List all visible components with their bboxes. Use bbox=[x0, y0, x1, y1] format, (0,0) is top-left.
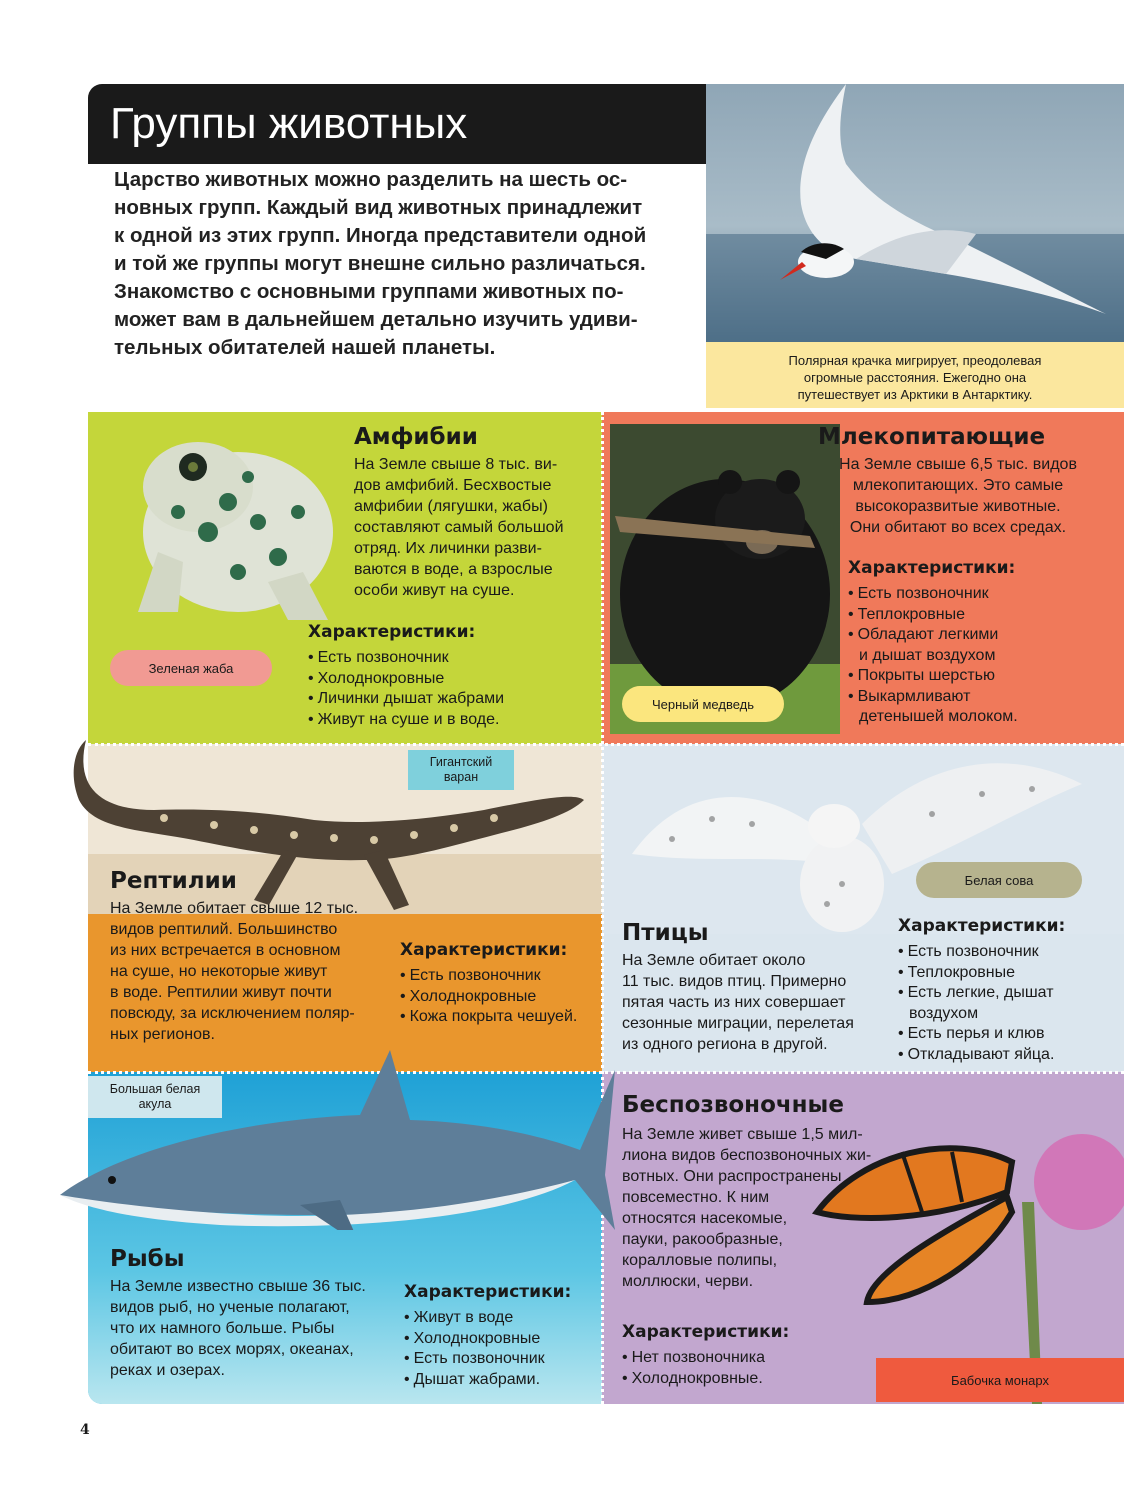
arctic-tern-photo bbox=[706, 84, 1124, 342]
trait-item: • Выкармливают bbox=[848, 687, 1018, 708]
mammals-char-heading: Характеристики: bbox=[848, 558, 1016, 578]
trait-item: • Обладают легкими bbox=[848, 625, 1018, 646]
trait-item: • Есть легкие, дышат bbox=[898, 983, 1054, 1004]
trait-item: и дышат воздухом bbox=[859, 646, 996, 664]
text-line: видов рыб, но ученые полагают, bbox=[110, 1299, 350, 1316]
amphibians-text bbox=[354, 454, 594, 601]
text-line: к одной из этих групп. Иногда представители одной bbox=[114, 224, 647, 247]
monitor-lizard-label bbox=[408, 750, 514, 790]
giant-monitor-lizard bbox=[64, 700, 604, 930]
text-line: На Земле свыше 6,5 тыс. видов bbox=[839, 456, 1077, 473]
text-line: Знакомство с основными группами животных по- bbox=[114, 280, 624, 303]
reptiles-char-heading: Характеристики: bbox=[400, 940, 568, 960]
trait-item: • Теплокровные bbox=[848, 605, 1018, 626]
intro-text bbox=[114, 166, 694, 362]
invertebrates-text bbox=[622, 1124, 922, 1292]
trait-item: • Личинки дышат жабрами bbox=[308, 689, 504, 710]
text-line: в воде. Рептилии живут почти bbox=[110, 984, 332, 1001]
trait-item: • Покрыты шерстью bbox=[848, 666, 1018, 687]
trait-item: • Холоднокровные. bbox=[622, 1369, 765, 1390]
text-line: варан bbox=[443, 770, 479, 784]
amphibians-traits bbox=[308, 648, 504, 730]
trait-item: • Нет позвоночника bbox=[622, 1348, 765, 1369]
trait-item: • Есть позвоночник bbox=[898, 942, 1054, 963]
text-line: Большая белая bbox=[109, 1082, 201, 1096]
text-line: 11 тыс. видов птиц. Примерно bbox=[622, 973, 847, 990]
snowy-owl-label: Белая сова bbox=[916, 862, 1082, 898]
text-line: дов амфибий. Бесхвостые bbox=[354, 477, 552, 494]
page-title: Группы животных bbox=[88, 84, 706, 164]
amphibians-title: Амфибии bbox=[354, 424, 478, 450]
text-line: На Земле известно свыше 36 тыс. bbox=[110, 1278, 366, 1295]
trait-item: • Холоднокровные bbox=[404, 1329, 545, 1350]
invertebrates-traits bbox=[622, 1348, 765, 1389]
fish-title: Рыбы bbox=[110, 1246, 185, 1272]
text-line: вотных. Они распространены bbox=[622, 1168, 842, 1185]
text-line: отряд. Их личинки разви- bbox=[354, 540, 542, 557]
text-line: На Земле живет свыше 1,5 мил- bbox=[622, 1126, 863, 1143]
text-line: Они обитают во всех средах. bbox=[849, 519, 1067, 536]
text-line: ных регионов. bbox=[110, 1026, 215, 1043]
text-line: лиона видов беспозвоночных жи- bbox=[622, 1147, 872, 1164]
text-line: из одного региона в другой. bbox=[622, 1036, 828, 1053]
text-line: На Земле свыше 8 тыс. ви- bbox=[354, 456, 558, 473]
text-line: млекопитающих. Это самые bbox=[852, 477, 1064, 494]
arctic-tern-caption bbox=[706, 342, 1124, 408]
text-line: амфибии (лягушки, жабы) bbox=[354, 498, 548, 515]
trait-item: • Есть перья и клюв bbox=[898, 1024, 1054, 1045]
reptiles-title: Рептилии bbox=[110, 868, 237, 894]
text-line: акула bbox=[138, 1097, 172, 1111]
trait-item: • Есть позвоночник bbox=[308, 648, 504, 669]
reptiles-text bbox=[110, 898, 390, 1045]
mammals-text bbox=[808, 454, 1108, 538]
text-line: тельных обитателей нашей планеты. bbox=[114, 336, 496, 359]
text-line: ваются в воде, а взрослые bbox=[354, 561, 553, 578]
text-line: На Земле обитает свыше 12 тыс. bbox=[110, 900, 359, 917]
page-number: 4 bbox=[80, 1422, 90, 1438]
invertebrates-title: Беспозвоночные bbox=[622, 1092, 844, 1118]
trait-item: • Есть позвоночник bbox=[848, 584, 1018, 605]
text-line: пауки, ракообразные, bbox=[622, 1231, 783, 1248]
mammals-traits bbox=[848, 584, 1018, 728]
text-line: относятся насекомые, bbox=[622, 1210, 788, 1227]
text-line: Полярная крачка мигрирует, преодолевая bbox=[788, 353, 1042, 368]
fish-text bbox=[110, 1276, 400, 1381]
text-line: из них встречается в основном bbox=[110, 942, 341, 959]
text-line: может вам в дальнейшем детально изучить удиви- bbox=[114, 308, 638, 331]
text-line: составляют самый большой bbox=[354, 519, 564, 536]
text-line: моллюски, черви. bbox=[622, 1273, 754, 1290]
great-white-shark bbox=[40, 1030, 620, 1230]
trait-item: • Живут в воде bbox=[404, 1308, 545, 1329]
snowy-owl-photo bbox=[602, 744, 1124, 934]
text-line: На Земле обитает около bbox=[622, 952, 806, 969]
text-line: видов рептилий. Большинство bbox=[110, 921, 338, 938]
trait-item: • Холоднокровные bbox=[308, 669, 504, 690]
text-line: высокоразвитые животные. bbox=[855, 498, 1061, 515]
trait-item: • Откладывают яйца. bbox=[898, 1045, 1054, 1066]
text-line: на суше, но некоторые живут bbox=[110, 963, 328, 980]
trait-item: детенышей молоком. bbox=[859, 708, 1018, 725]
text-line: реках и озерах. bbox=[110, 1362, 225, 1379]
text-line: повсюду, за исключением поляр- bbox=[110, 1005, 355, 1022]
green-toad-photo bbox=[88, 412, 348, 622]
birds-char-heading: Характеристики: bbox=[898, 916, 1066, 936]
reptiles-traits bbox=[400, 966, 577, 1028]
green-toad-label: Зеленая жаба bbox=[110, 650, 272, 686]
text-line: и той же группы могут внешне сильно различаться. bbox=[114, 252, 646, 275]
trait-item: • Холоднокровные bbox=[400, 987, 577, 1008]
trait-item: • Теплокровные bbox=[898, 963, 1054, 984]
mammals-title: Млекопитающие bbox=[818, 424, 1046, 450]
text-line: обитают во всех морях, океанах, bbox=[110, 1341, 354, 1358]
text-line: новных групп. Каждый вид животных принадлежит bbox=[114, 196, 643, 219]
trait-item: • Есть позвоночник bbox=[400, 966, 577, 987]
text-line: сезонные миграции, перелетая bbox=[622, 1015, 854, 1032]
trait-item: воздухом bbox=[909, 1004, 979, 1022]
text-line: Гигантский bbox=[429, 755, 493, 769]
trait-item: • Кожа покрыта чешуей. bbox=[400, 1007, 577, 1028]
text-line: особи живут на суше. bbox=[354, 582, 515, 599]
fish-char-heading: Характеристики: bbox=[404, 1282, 572, 1302]
text-line: путешествует из Арктики в Антарктику. bbox=[797, 387, 1033, 402]
text-line: огромные расстояния. Ежегодно она bbox=[803, 370, 1027, 385]
shark-label bbox=[88, 1076, 222, 1118]
text-line: пятая часть из них совершает bbox=[622, 994, 846, 1011]
text-line: повсеместно. К ним bbox=[622, 1189, 770, 1206]
trait-item: • Живут на суше и в воде. bbox=[308, 710, 504, 731]
birds-text bbox=[622, 950, 892, 1055]
birds-title: Птицы bbox=[622, 920, 709, 946]
birds-traits bbox=[898, 942, 1054, 1065]
text-line: коралловые полипы, bbox=[622, 1252, 778, 1269]
amphibians-char-heading: Характеристики: bbox=[308, 622, 476, 642]
monarch-label: Бабочка монарх bbox=[876, 1358, 1124, 1402]
trait-item: • Есть позвоночник bbox=[404, 1349, 545, 1370]
text-line: Царство животных можно разделить на шесть ос- bbox=[114, 168, 628, 191]
black-bear-label: Черный медведь bbox=[622, 686, 784, 722]
trait-item: • Дышат жабрами. bbox=[404, 1370, 545, 1391]
fish-traits bbox=[404, 1308, 545, 1390]
text-line: что их намного больше. Рыбы bbox=[110, 1320, 335, 1337]
invertebrates-char-heading: Характеристики: bbox=[622, 1322, 790, 1342]
